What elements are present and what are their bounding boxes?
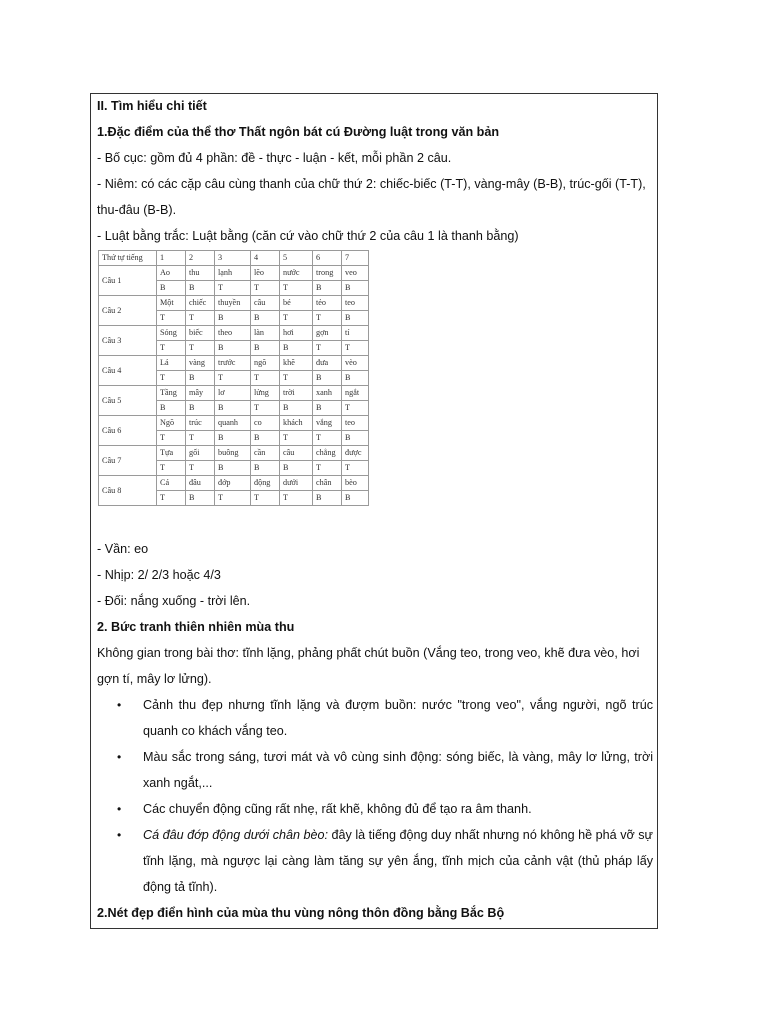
verse-label-cell: Câu 3 <box>99 326 157 356</box>
word-cell: hơi <box>280 326 313 341</box>
word-cell: gợn <box>313 326 342 341</box>
table-row <box>99 386 369 401</box>
tone-cell: T <box>280 281 313 296</box>
word-cell: co <box>251 416 280 431</box>
list-item <box>97 692 653 744</box>
verse-label-cell: Câu 1 <box>99 266 157 296</box>
word-cell: dưới <box>280 476 313 491</box>
word-cell: trời <box>280 386 313 401</box>
tone-cell: T <box>186 311 215 326</box>
word-cell: ngắt <box>342 386 369 401</box>
word-cell: lẽo <box>251 266 280 281</box>
word-cell: làn <box>251 326 280 341</box>
word-cell: vàng <box>186 356 215 371</box>
tone-cell: T <box>280 371 313 386</box>
tone-cell: B <box>251 311 280 326</box>
word-cell: tí <box>342 326 369 341</box>
bullet-text: đây là tiếng động duy nhất nhưng nó không hề phá vỡ sự tĩnh lặng, mà ngược lại càng làm tăng sự yên ắng, tĩnh mịch của cảnh vật (thủ pháp lấy động tả tĩnh). <box>143 828 653 894</box>
word-cell: đưa <box>313 356 342 371</box>
word-cell: theo <box>215 326 251 341</box>
doi-text: - Đối: nắng xuống - trời lên. <box>97 594 251 608</box>
tone-cell: T <box>157 341 186 356</box>
tone-cell: B <box>215 341 251 356</box>
tone-cell: T <box>186 341 215 356</box>
tone-cell: T <box>157 311 186 326</box>
bullet-list <box>97 692 653 900</box>
section-heading: II. Tìm hiểu chi tiết <box>97 99 207 113</box>
table-header-cell: 1 <box>157 251 186 266</box>
tone-cell: B <box>251 341 280 356</box>
tone-cell: B <box>186 371 215 386</box>
word-cell: chiếc <box>186 296 215 311</box>
word-cell: lơ <box>215 386 251 401</box>
niem-text-line1: - Niêm: có các cặp câu cùng thanh của chữ thứ 2: chiếc-biếc (T-T), vàng-mây (B-B), trúc-gối (T-T), <box>97 177 646 191</box>
word-cell: thuyền <box>215 296 251 311</box>
bullet-icon: • <box>117 828 122 842</box>
tone-cell: T <box>280 431 313 446</box>
tone-cell: B <box>342 491 369 506</box>
word-cell: thu <box>186 266 215 281</box>
table-row <box>99 356 369 371</box>
bo-cuc-text: - Bố cục: gồm đủ 4 phần: đề - thực - luận - kết, mỗi phần 2 câu. <box>97 151 452 165</box>
bullet-text: Cảnh thu đẹp nhưng tĩnh lặng và đượm buồn: nước "trong veo", vắng người, ngõ trúc quanh co khách vắng teo. <box>143 698 653 738</box>
word-cell: Tựa <box>157 446 186 461</box>
table-header-cell: 4 <box>251 251 280 266</box>
niem-text-line2: thu-đâu (B-B). <box>97 203 177 217</box>
word-cell: cần <box>251 446 280 461</box>
tone-cell: B <box>313 281 342 296</box>
tone-cell: T <box>215 491 251 506</box>
table-header-cell: Thứ tự tiếng <box>99 251 157 266</box>
word-cell: lửng <box>251 386 280 401</box>
word-cell: bé <box>280 296 313 311</box>
word-cell: teo <box>342 296 369 311</box>
tone-cell: T <box>280 491 313 506</box>
van-text: - Vần: eo <box>97 542 149 556</box>
table-row <box>99 446 369 461</box>
word-cell: Ngõ <box>157 416 186 431</box>
verse-label-cell: Câu 7 <box>99 446 157 476</box>
tone-cell: B <box>186 281 215 296</box>
tone-cell: B <box>215 431 251 446</box>
word-cell: chân <box>313 476 342 491</box>
khong-gian-text: Không gian trong bài thơ: tĩnh lặng, phảng phất chút buồn (Vắng teo, trong veo, khẽ đưa vèo, hơi gợn tí, mây lơ lửng). <box>97 646 640 686</box>
tone-cell: T <box>313 461 342 476</box>
table-row <box>99 296 369 311</box>
bullet-icon: • <box>117 750 122 764</box>
tone-cell: T <box>342 341 369 356</box>
tone-cell: B <box>342 311 369 326</box>
word-cell: nước <box>280 266 313 281</box>
tone-cell: T <box>251 281 280 296</box>
verse-label-cell: Câu 4 <box>99 356 157 386</box>
word-cell: Một <box>157 296 186 311</box>
tone-cell: B <box>313 491 342 506</box>
nhip-text: - Nhịp: 2/ 2/3 hoặc 4/3 <box>97 568 221 582</box>
tone-cell: B <box>280 401 313 416</box>
word-cell: Sóng <box>157 326 186 341</box>
word-cell: trước <box>215 356 251 371</box>
tone-cell: T <box>313 341 342 356</box>
word-cell: động <box>251 476 280 491</box>
bullet-text: Màu sắc trong sáng, tươi mát và vô cùng sinh động: sóng biếc, là vàng, mây lơ lửng, trời xanh ngắt,... <box>143 750 653 790</box>
word-cell: khách <box>280 416 313 431</box>
tone-table <box>98 250 369 506</box>
tone-cell: B <box>313 401 342 416</box>
bullet-icon: • <box>117 802 122 816</box>
tone-cell: T <box>251 401 280 416</box>
bullet-italic-prefix: Cá đâu đớp động dưới chân bèo: <box>143 828 329 842</box>
tone-cell: T <box>342 401 369 416</box>
tone-cell: T <box>313 431 342 446</box>
word-cell: Cá <box>157 476 186 491</box>
word-cell: câu <box>280 446 313 461</box>
word-cell: được <box>342 446 369 461</box>
verse-label-cell: Câu 2 <box>99 296 157 326</box>
word-cell: mây <box>186 386 215 401</box>
word-cell: Ao <box>157 266 186 281</box>
word-cell: buông <box>215 446 251 461</box>
subsection-heading-2: 2. Bức tranh thiên nhiên mùa thu <box>97 620 295 634</box>
tone-cell: B <box>313 371 342 386</box>
word-cell: biếc <box>186 326 215 341</box>
tone-cell: T <box>251 491 280 506</box>
tone-cell: B <box>251 461 280 476</box>
word-cell: trong <box>313 266 342 281</box>
tone-cell: B <box>215 401 251 416</box>
word-cell: teo <box>342 416 369 431</box>
tone-cell: T <box>186 461 215 476</box>
subsection-heading-3: 2.Nét đẹp điển hình của mùa thu vùng nông thôn đồng bằng Bắc Bộ <box>97 906 505 920</box>
tone-cell: B <box>186 491 215 506</box>
tone-cell: B <box>342 371 369 386</box>
tone-cell: T <box>313 311 342 326</box>
list-item <box>97 796 653 822</box>
tone-cell: B <box>251 431 280 446</box>
tone-cell: T <box>157 491 186 506</box>
tone-cell: T <box>157 431 186 446</box>
word-cell: lạnh <box>215 266 251 281</box>
word-cell: vèo <box>342 356 369 371</box>
table-header-cell: 3 <box>215 251 251 266</box>
word-cell: quanh <box>215 416 251 431</box>
word-cell: tẻo <box>313 296 342 311</box>
tone-cell: B <box>215 311 251 326</box>
document-body-top <box>97 93 653 249</box>
word-cell: đớp <box>215 476 251 491</box>
tone-table-container <box>98 250 369 506</box>
word-cell: vắng <box>313 416 342 431</box>
word-cell: Tầng <box>157 386 186 401</box>
tone-cell: T <box>157 371 186 386</box>
verse-label-cell: Câu 5 <box>99 386 157 416</box>
table-row <box>99 476 369 491</box>
tone-cell: T <box>186 431 215 446</box>
tone-cell: T <box>342 461 369 476</box>
tone-cell: B <box>280 461 313 476</box>
luat-text: - Luật bằng trắc: Luật bằng (căn cứ vào chữ thứ 2 của câu 1 là thanh bằng) <box>97 229 519 243</box>
word-cell: câu <box>251 296 280 311</box>
verse-label-cell: Câu 6 <box>99 416 157 446</box>
tone-cell: T <box>157 461 186 476</box>
tone-cell: B <box>215 461 251 476</box>
table-header-cell: 2 <box>186 251 215 266</box>
word-cell: ngõ <box>251 356 280 371</box>
word-cell: chẳng <box>313 446 342 461</box>
tone-cell: B <box>157 401 186 416</box>
word-cell: gối <box>186 446 215 461</box>
document-body-bottom <box>97 536 653 926</box>
table-row <box>99 416 369 431</box>
verse-label-cell: Câu 8 <box>99 476 157 506</box>
tone-cell: B <box>342 281 369 296</box>
tone-cell: B <box>280 341 313 356</box>
word-cell: trúc <box>186 416 215 431</box>
bullet-text: Các chuyển động cũng rất nhẹ, rất khẽ, không đủ để tạo ra âm thanh. <box>143 802 532 816</box>
table-row <box>99 266 369 281</box>
subsection-heading-1: 1.Đặc điểm của thể thơ Thất ngôn bát cú Đường luật trong văn bản <box>97 125 500 139</box>
word-cell: Lá <box>157 356 186 371</box>
table-header-cell: 5 <box>280 251 313 266</box>
table-header-cell: 6 <box>313 251 342 266</box>
table-header-cell: 7 <box>342 251 369 266</box>
word-cell: veo <box>342 266 369 281</box>
tone-cell: T <box>251 371 280 386</box>
tone-cell: T <box>215 371 251 386</box>
tone-cell: T <box>280 311 313 326</box>
tone-cell: B <box>342 431 369 446</box>
word-cell: xanh <box>313 386 342 401</box>
list-item <box>97 744 653 796</box>
word-cell: đâu <box>186 476 215 491</box>
tone-cell: B <box>186 401 215 416</box>
tone-cell: B <box>157 281 186 296</box>
table-header-row <box>99 251 369 266</box>
list-item <box>97 822 653 900</box>
word-cell: bèo <box>342 476 369 491</box>
table-row <box>99 326 369 341</box>
bullet-icon: • <box>117 698 122 712</box>
tone-cell: T <box>215 281 251 296</box>
word-cell: khẽ <box>280 356 313 371</box>
